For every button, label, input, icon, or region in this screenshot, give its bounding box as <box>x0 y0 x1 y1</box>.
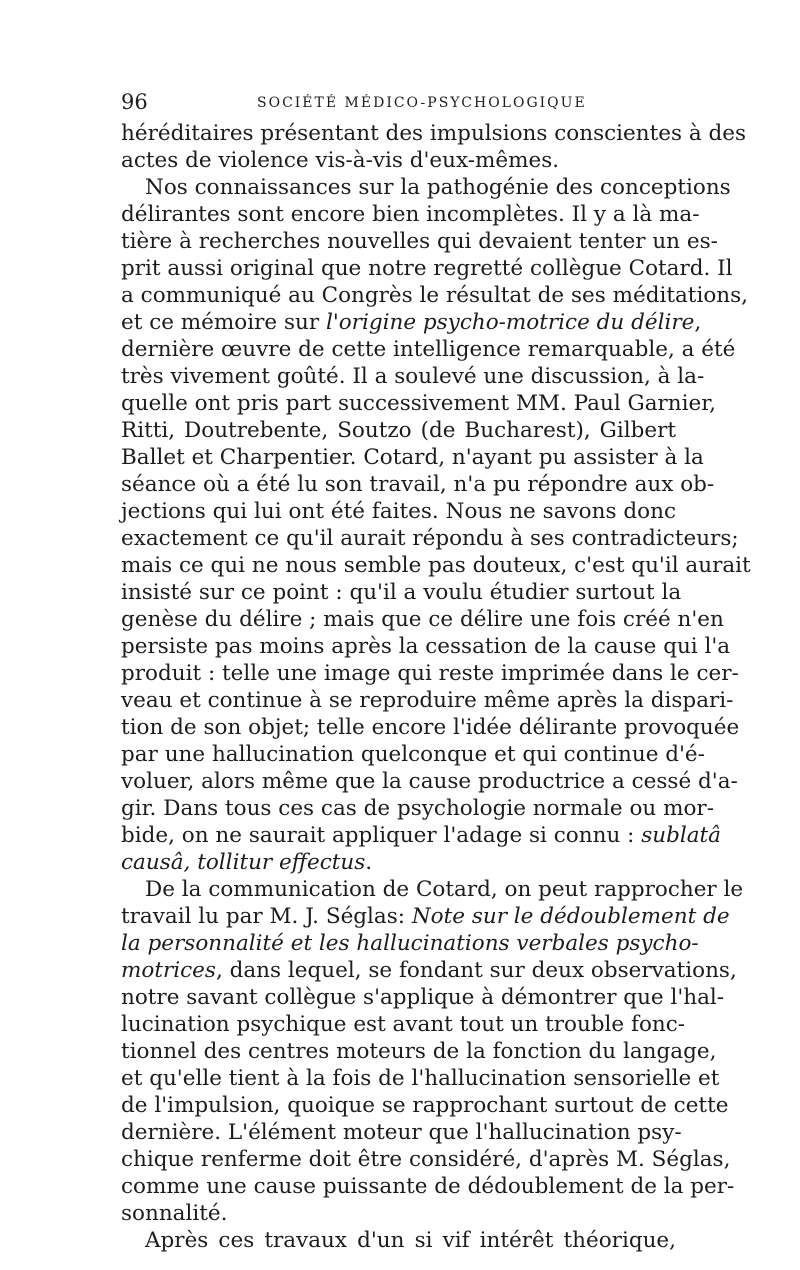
italic-text: sublatâ <box>641 823 721 848</box>
text-segment: Après ces travaux d'un si vif intérêt théorique, <box>145 1228 676 1253</box>
text-line <box>121 849 676 876</box>
text-line <box>121 768 738 795</box>
italic-text: Note sur le dédoublement de <box>411 904 730 929</box>
text-line <box>121 336 736 363</box>
text-segment: comme une cause puissante de dédoublement de la per- <box>121 1174 735 1199</box>
text-segment: sonnalité. <box>121 1201 228 1226</box>
text-line <box>121 120 746 147</box>
text-segment: délirantes sont encore bien incomplètes. Il y a là ma- <box>121 202 700 227</box>
text-segment: De la communication de Cotard, on peut rapprocher le <box>145 877 744 902</box>
text-segment: et qu'elle tient à la fois de l'hallucination sensorielle et <box>121 1066 720 1091</box>
text-segment: notre savant collègue s'applique à démontrer que l'hal- <box>121 985 725 1010</box>
text-line <box>121 471 715 498</box>
text-segment: de l'impulsion, quoique se rapprochant surtout de cette <box>121 1093 729 1118</box>
text-segment: dernière. L'élément moteur que l'hallucination psy- <box>121 1120 682 1145</box>
text-segment: séance où a été lu son travail, n'a pu répondre aux ob- <box>121 472 715 497</box>
text-line <box>121 309 702 336</box>
text-line <box>121 903 730 930</box>
text-line <box>121 174 731 201</box>
text-segment: a communiqué au Congrès le résultat de ses méditations, <box>121 283 748 308</box>
text-line <box>121 957 737 984</box>
text-segment: dernière œuvre de cette intelligence remarquable, a été <box>121 337 736 362</box>
text-segment: tière à recherches nouvelles qui devaient tenter un es- <box>121 229 718 254</box>
text-line <box>121 795 714 822</box>
text-line <box>121 714 740 741</box>
text-line <box>121 282 748 309</box>
text-segment: très vivement goûté. Il a soulevé une discussion, à la- <box>121 364 705 389</box>
text-segment: lucination psychique est avant tout un trouble fonc- <box>121 1012 686 1037</box>
text-segment: tionnel des centres moteurs de la fonction du langage, <box>121 1039 717 1064</box>
text-line <box>121 1065 720 1092</box>
text-segment: voluer, alors même que la cause productrice a cessé d'a- <box>121 769 738 794</box>
text-line <box>121 1146 731 1173</box>
text-segment: prit aussi original que notre regretté collègue Cotard. Il <box>121 256 733 281</box>
text-line <box>121 390 716 417</box>
italic-text: la personnalité et les hallucinations verbales psycho- <box>121 931 699 956</box>
text-line <box>121 1227 676 1254</box>
text-segment: mais ce qui ne nous semble pas douteux, c'est qu'il aurait <box>121 553 751 578</box>
text-line <box>121 498 676 525</box>
text-segment: produit : telle une image qui reste imprimée dans le cer- <box>121 661 739 686</box>
text-segment: et ce mémoire sur <box>121 310 326 335</box>
text-segment: genèse du délire ; mais que ce délire une fois créé n'en <box>121 607 724 632</box>
body-text <box>121 120 751 1254</box>
text-segment: , dans lequel, se fondant sur deux observations, <box>215 958 737 983</box>
page-number: 96 <box>121 90 148 114</box>
text-line <box>121 1119 682 1146</box>
italic-text: causâ, tollitur effectus <box>121 850 366 875</box>
text-line <box>121 822 721 849</box>
journal-title: SOCIÉTÉ MÉDICO-PSYCHOLOGIQUE <box>257 95 587 111</box>
text-segment: par une hallucination quelconque et qui continue d'é- <box>121 742 705 767</box>
text-line <box>121 255 733 282</box>
text-segment: actes de violence vis-à-vis d'eux-mêmes. <box>121 148 560 173</box>
text-segment: Ritti, Doutrebente, Soutzo (de Bucharest), Gilbert <box>121 418 676 443</box>
text-line <box>121 1038 717 1065</box>
text-segment: tion de son objet; telle encore l'idée délirante provoquée <box>121 715 740 740</box>
text-segment: quelle ont pris part successivement MM. Paul Garnier, <box>121 391 716 416</box>
running-head <box>121 90 676 114</box>
text-line <box>121 606 724 633</box>
text-line <box>121 984 725 1011</box>
text-segment: veau et continue à se reproduire même après la dispari- <box>121 688 734 713</box>
text-line <box>121 1011 686 1038</box>
text-segment: Nos connaissances sur la pathogénie des conceptions <box>145 175 731 200</box>
text-line <box>121 363 705 390</box>
text-line <box>121 660 739 687</box>
text-segment: , <box>694 310 702 335</box>
text-line <box>121 579 682 606</box>
text-segment: héréditaires présentant des impulsions conscientes à des <box>121 121 746 146</box>
text-segment: travail lu par M. J. Séglas: <box>121 904 412 929</box>
text-line <box>121 876 744 903</box>
italic-text: l'origine psycho-motrice du délire <box>325 310 695 335</box>
text-line <box>121 930 699 957</box>
text-line <box>121 633 731 660</box>
text-segment: exactement ce qu'il aurait répondu à ses contradicteurs; <box>121 526 739 551</box>
text-segment: insisté sur ce point : qu'il a voulu étudier surtout la <box>121 580 682 605</box>
text-line <box>121 228 718 255</box>
text-line <box>121 417 676 444</box>
text-segment: bide, on ne saurait appliquer l'adage si connu : <box>121 823 642 848</box>
text-line <box>121 1173 735 1200</box>
text-segment: jections qui lui ont été faites. Nous ne savons donc <box>121 499 676 524</box>
italic-text: motrices <box>121 958 216 983</box>
text-line <box>121 1200 676 1227</box>
text-line <box>121 444 704 471</box>
text-line <box>121 525 739 552</box>
text-segment: gir. Dans tous ces cas de psychologie normale ou mor- <box>121 796 714 821</box>
text-line <box>121 552 751 579</box>
text-line <box>121 687 734 714</box>
text-segment: Ballet et Charpentier. Cotard, n'ayant pu assister à la <box>121 445 704 470</box>
text-line <box>121 201 700 228</box>
text-segment: persiste pas moins après la cessation de la cause qui l'a <box>121 634 731 659</box>
text-line <box>121 741 705 768</box>
text-segment: chique renferme doit être considéré, d'après M. Séglas, <box>121 1147 731 1172</box>
text-line <box>121 147 676 174</box>
text-line <box>121 1092 729 1119</box>
text-segment: . <box>365 850 373 875</box>
